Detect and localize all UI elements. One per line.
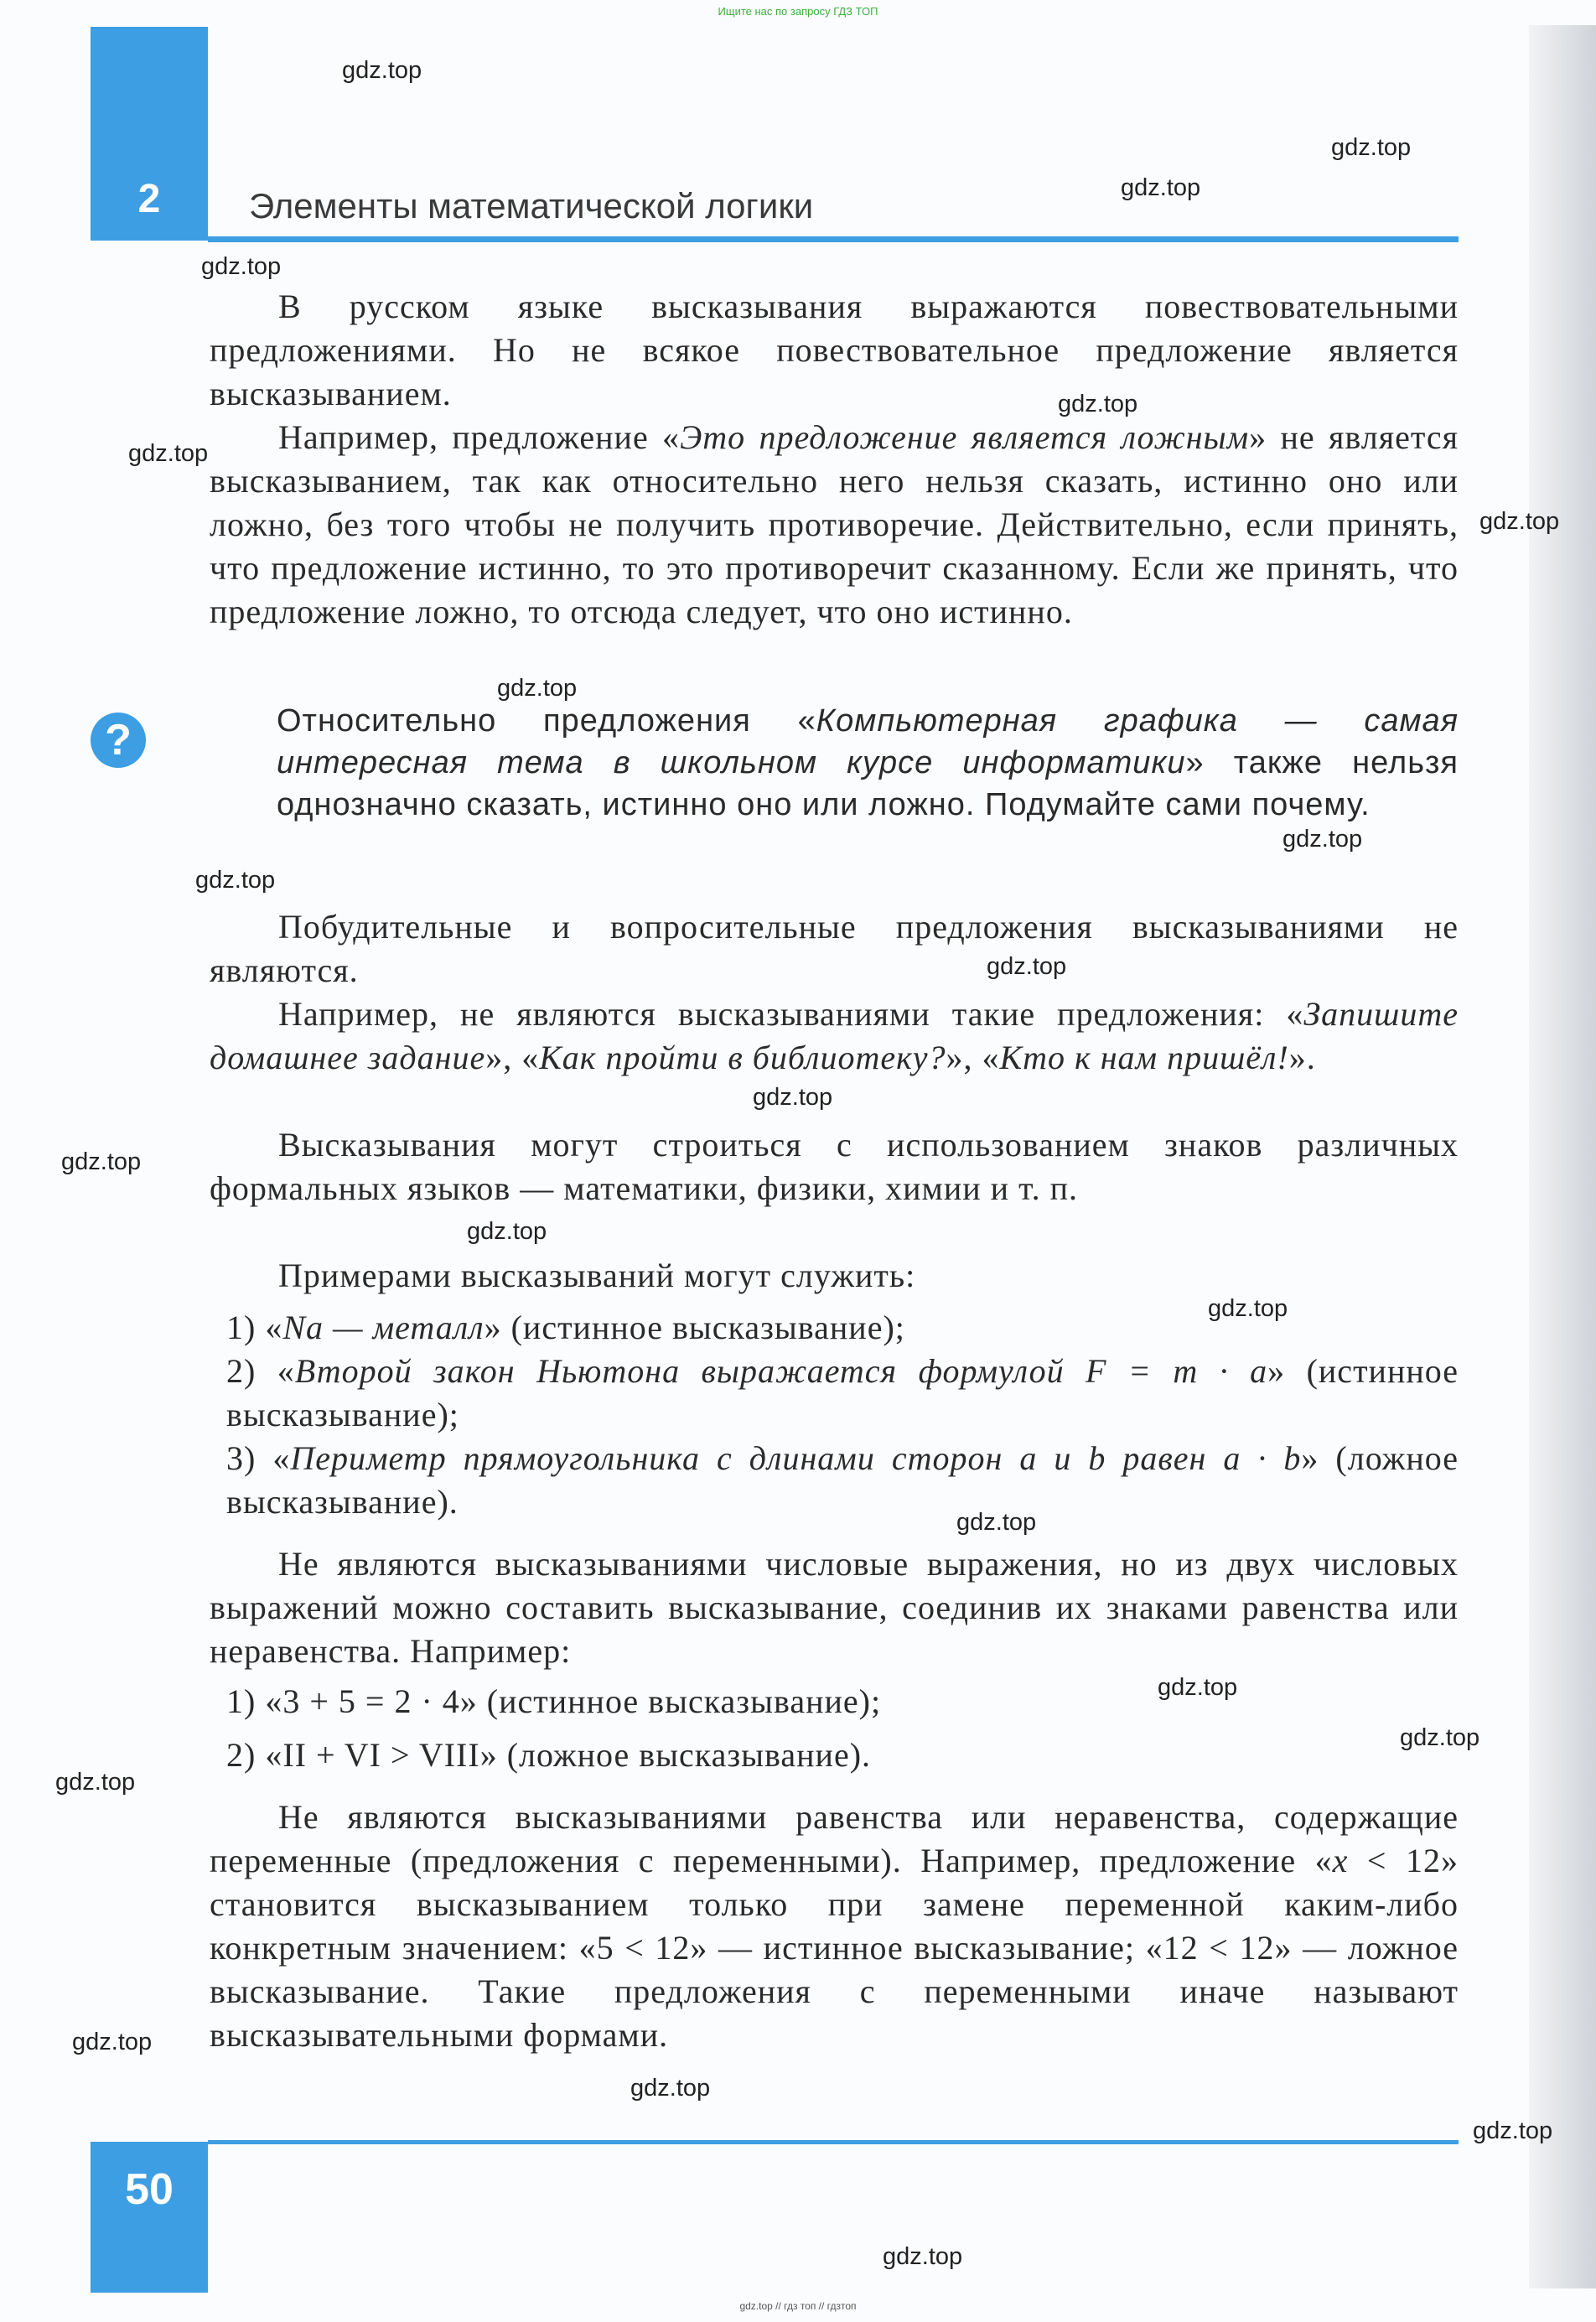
watermark: gdz.top (883, 2243, 963, 2270)
question-block: Относительно предложения «Компьютерная графика — самая интересная тема в школьном курсе информатики» также нельзя однозначно сказать, истинно оно или ложно. Подумайте сами почему. (277, 703, 1459, 822)
watermark: gdz.top (342, 57, 422, 84)
example-3: 3) «Периметр прямоугольника с длинами сторон a и b равен a · b» (ложное высказывание). (226, 1439, 1459, 1521)
watermark: gdz.top (1208, 1295, 1288, 1322)
watermark: gdz.top (1331, 134, 1412, 161)
watermark: gdz.top (1473, 2117, 1553, 2144)
watermark: gdz.top (467, 1218, 547, 1245)
watermark: gdz.top (61, 1148, 142, 1175)
question-mark-icon: ? (91, 713, 146, 768)
watermark: gdz.top (987, 953, 1067, 980)
watermark: gdz.top (497, 675, 578, 702)
watermark: gdz.top (55, 1769, 136, 1796)
watermark: gdz.top (630, 2075, 711, 2102)
paragraph-4: Например, не являются высказываниями такие предложения: «Запишите домашнее задание», «Как пройти в библиотеку?», «Кто к нам пришёл!». (210, 995, 1459, 1076)
watermark: gdz.top (1058, 391, 1138, 417)
paragraph-5: Высказывания могут строиться с использованием знаков различных формальных языков — математики, физики, химии и т. п. (210, 1126, 1459, 1207)
header-rule (208, 236, 1459, 242)
paragraph-2: Например, предложение «Это предложение является ложным» не является высказыванием, так как относительно него нельзя сказать, истинно оно или ложно, без того чтобы не получить противоречие. Действительно, если принять, что предложение истинно, то это противоречит сказанному. Если же принять, что предложение ложно, то отсюда следует, что оно истинно. (210, 418, 1459, 630)
paragraph-3: Побудительные и вопросительные предложения высказываниями не являются. (210, 908, 1459, 989)
footer-rule (208, 2140, 1459, 2144)
watermark: gdz.top (128, 440, 209, 467)
watermark: gdz.top (72, 2029, 153, 2055)
paragraph-6: Примерами высказываний могут служить: (278, 1257, 916, 1294)
example-1: 1) «Na — металл» (истинное высказывание); (226, 1309, 905, 1346)
numeric-example-1: 1) «3 + 5 = 2 · 4» (истинное высказывание); (226, 1682, 882, 1720)
watermark: gdz.top (1121, 174, 1201, 201)
paragraph-1: В русском языке высказывания выражаются повествовательными предложениями. Но не всякое повествовательное предложение является высказыванием. (210, 288, 1459, 412)
watermark: gdz.top (1479, 508, 1560, 535)
page-edge-shadow (1529, 25, 1596, 2288)
numeric-example-2: 2) «II + VI > VIII» (ложное высказывание). (226, 1736, 872, 1774)
top-note: Ищите нас по запросу ГДЗ ТОП (718, 5, 878, 18)
paragraph-8: Не являются высказываниями равенства или неравенства, содержащие переменные (предложения с переменными). Например, предложение «x < 12» становится высказыванием только при замене переменной каким-либо конкретным значением: «5 < 12» — истинное высказывание; «12 < 12» — ложное высказывание. Такие предложения с переменными иначе называют высказывательными формами. (210, 1798, 1459, 2054)
bottom-note: gdz.top // гдз топ // гдзтоп (739, 2300, 857, 2312)
chapter-title: Элементы математической логики (249, 186, 814, 225)
watermark: gdz.top (956, 1509, 1037, 1536)
watermark: gdz.top (195, 867, 276, 894)
watermark: gdz.top (1158, 1674, 1238, 1701)
watermark: gdz.top (1282, 826, 1363, 853)
watermark: gdz.top (201, 253, 282, 280)
example-2: 2) «Второй закон Ньютона выражается формулой F = m · a» (истинное высказывание); (226, 1352, 1459, 1433)
watermark: gdz.top (1400, 1724, 1480, 1751)
page-number: 50 (125, 2165, 174, 2214)
paragraph-7: Не являются высказываниями числовые выражения, но из двух числовых выражений можно составить высказывание, соединив их знаками равенства или неравенства. Например: (210, 1545, 1459, 1670)
watermark: gdz.top (753, 1084, 833, 1111)
chapter-number: 2 (137, 177, 161, 221)
